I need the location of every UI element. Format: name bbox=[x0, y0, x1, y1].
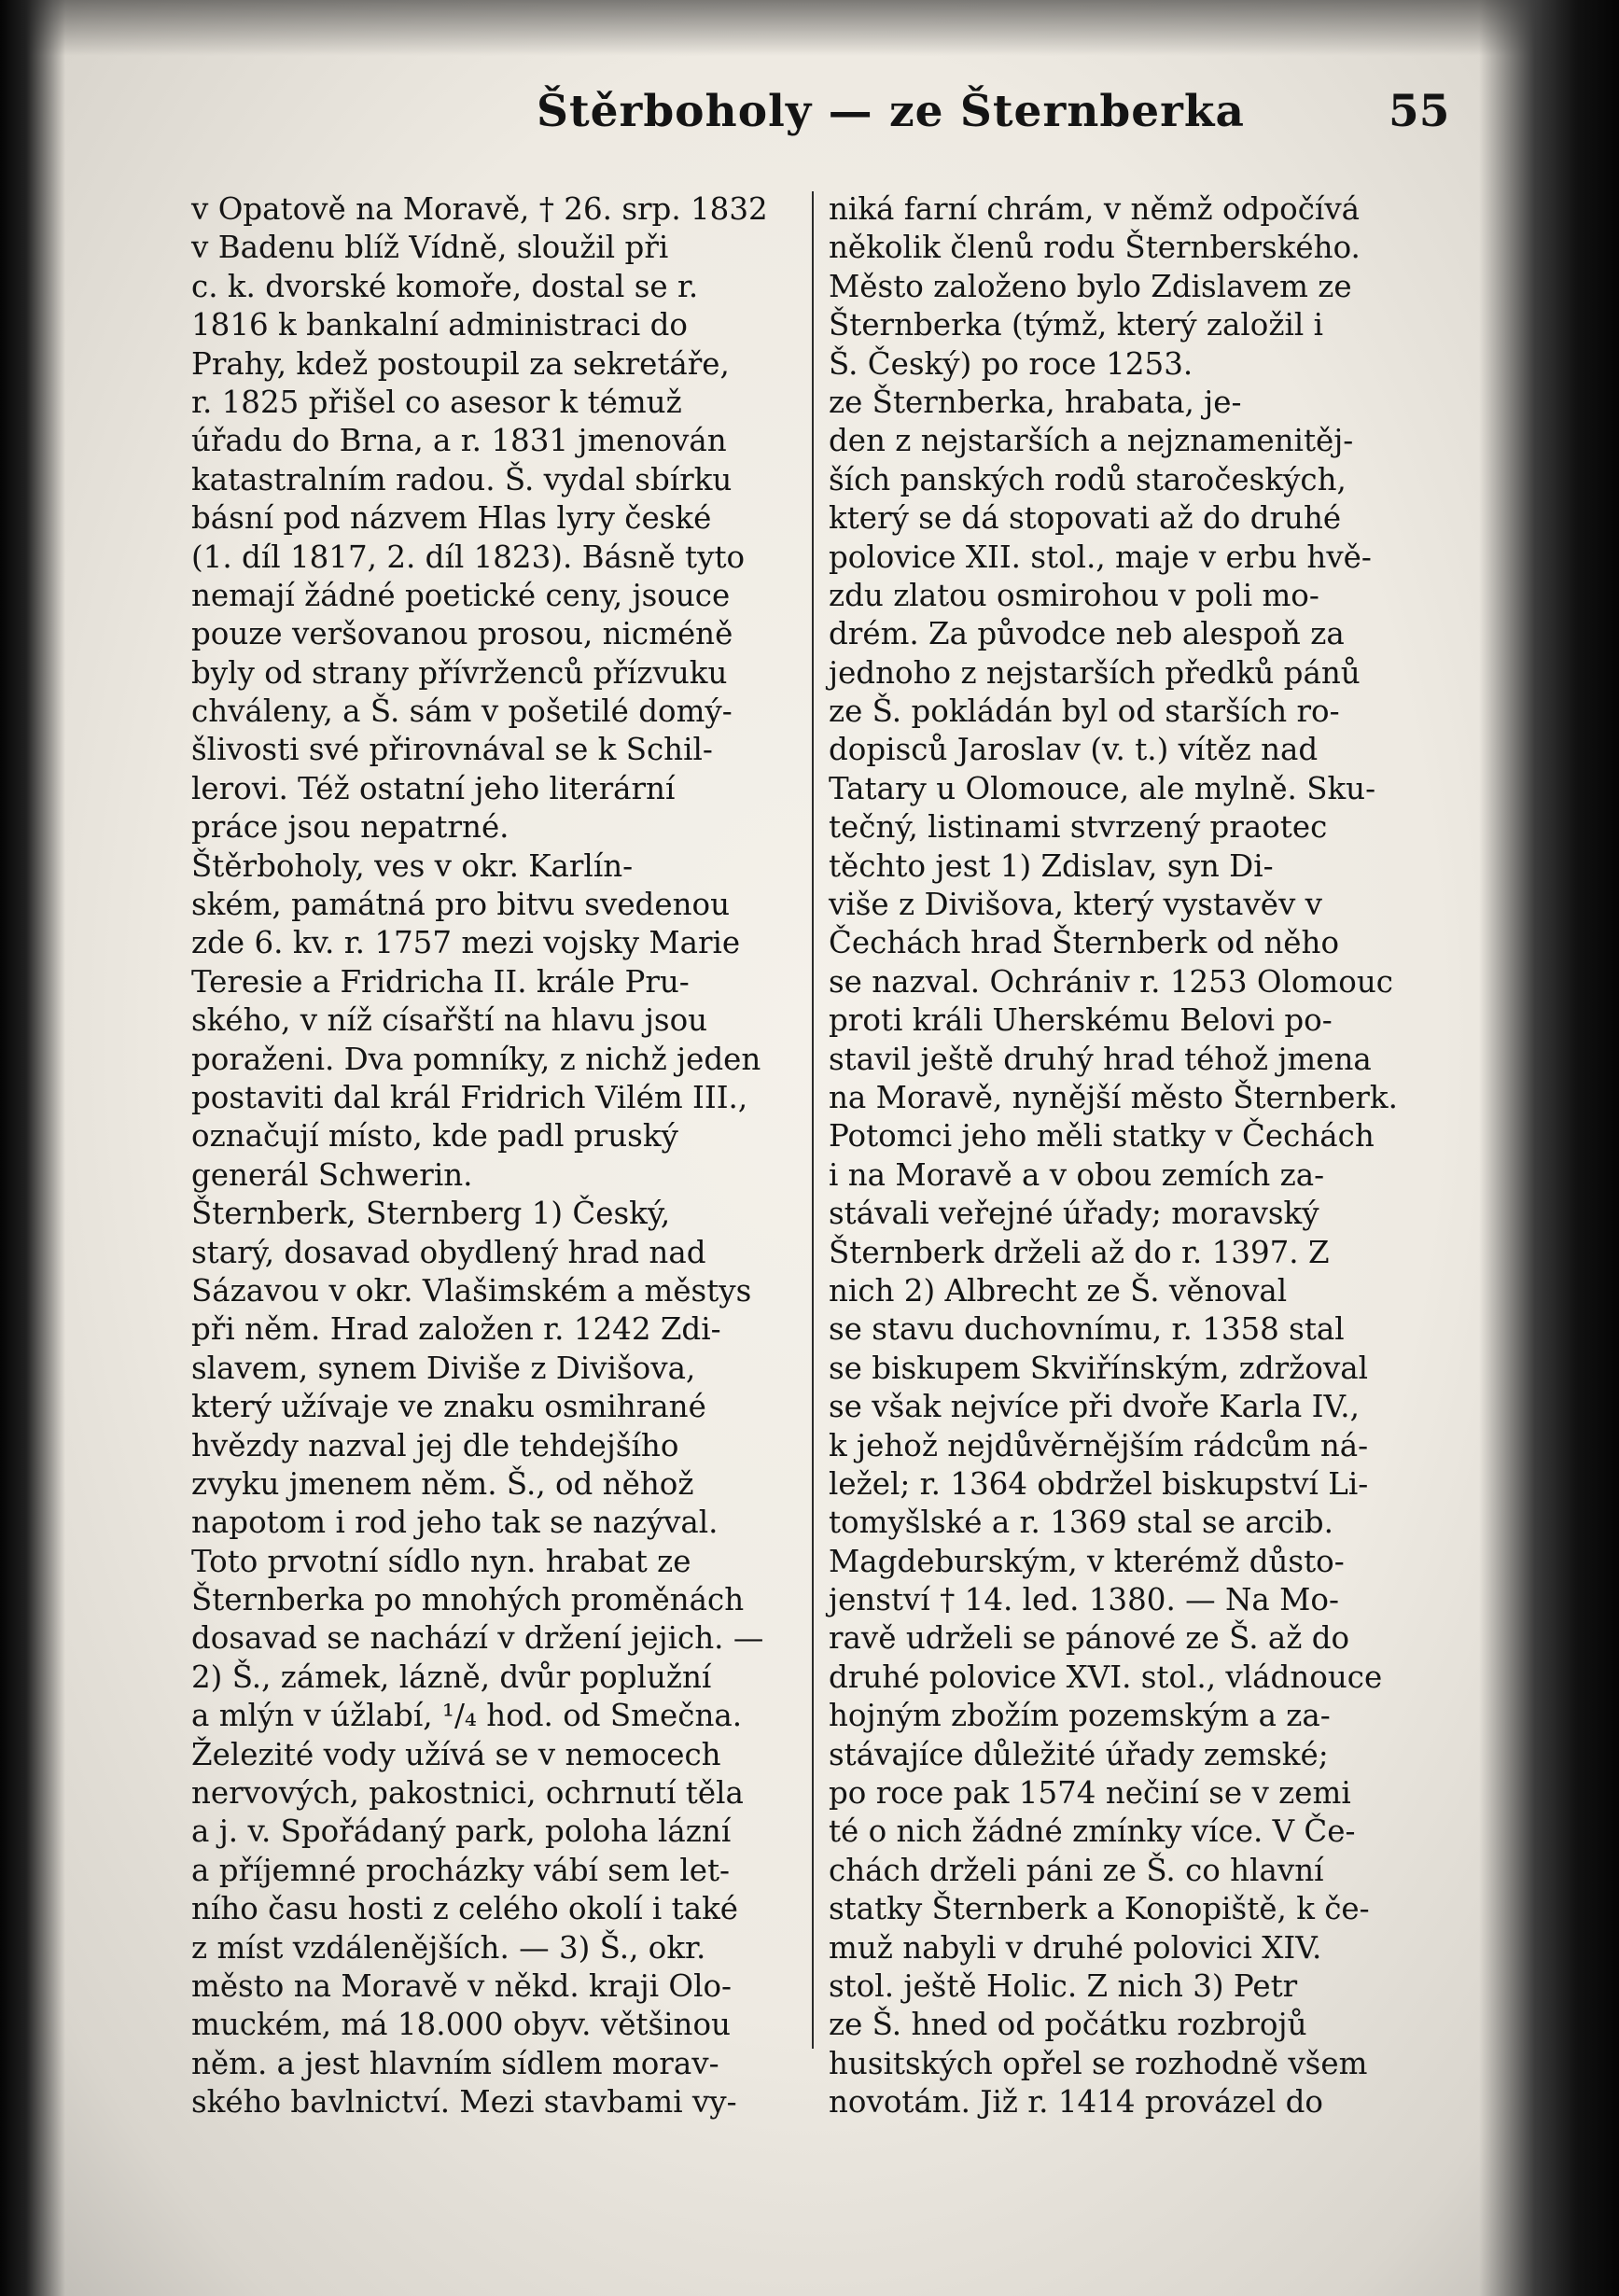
text-line: Magdeburským, v kterémž důsto- bbox=[829, 1543, 1345, 1579]
text-line: zvyku jmenem něm. Š., od něhož bbox=[191, 1465, 694, 1502]
text-line: byly od strany přívrženců přízvuku bbox=[191, 654, 728, 691]
text-line: chváleny, a Š. sám v pošetilé domý- bbox=[191, 693, 733, 730]
text-line: Sázavou v okr. Vlašimském a městys bbox=[191, 1272, 752, 1309]
text-line: Teresie a Fridricha II. krále Pru- bbox=[191, 963, 690, 1000]
text-line: těchto jest 1) Zdislav, syn Di- bbox=[829, 847, 1274, 884]
text-line: stol. ještě Holic. Z nich 3) Petr bbox=[829, 1967, 1298, 2004]
text-line: Tatary u Olomouce, ale mylně. Sku- bbox=[829, 770, 1376, 806]
text-line: nervových, pakostnici, ochrnutí těla bbox=[191, 1775, 744, 1812]
text-line: Šternberka (týmž, který založil i bbox=[829, 307, 1324, 343]
text-line: se však nejvíce při dvoře Karla IV., bbox=[829, 1389, 1360, 1425]
text-line: ského bavlnictví. Mezi stavbami vy- bbox=[191, 2084, 737, 2121]
text-line: stavil ještě druhý hrad téhož jmena bbox=[829, 1041, 1372, 1077]
text-line: ního času hosti z celého okolí i také bbox=[191, 1891, 739, 1927]
scan-shadow-left bbox=[0, 0, 65, 2296]
text-line: Čechách hrad Šternberk od něho bbox=[829, 925, 1340, 961]
text-line: Potomci jeho měli statky v Čechách bbox=[829, 1118, 1375, 1155]
text-line: jednoho z nejstarších předků pánů bbox=[829, 654, 1361, 691]
text-line: hvězdy nazval jej dle tehdejšího bbox=[191, 1427, 679, 1463]
text-line: tečný, listinami stvrzený praotec bbox=[829, 809, 1328, 846]
text-line: při něm. Hrad založen r. 1242 Zdi- bbox=[191, 1311, 721, 1348]
text-line: k jehož nejdůvěrnějším rádcům ná- bbox=[829, 1427, 1369, 1463]
column-divider bbox=[812, 191, 814, 2049]
text-line: zdu zlatou osmirohou v poli mo- bbox=[829, 577, 1319, 613]
text-line: napotom i rod jeho tak se nazýval. bbox=[191, 1505, 719, 1541]
text-line: hojným zbožím pozemským a za- bbox=[829, 1698, 1331, 1734]
text-line: i na Moravě a v obou zemích za- bbox=[829, 1156, 1325, 1193]
text-line: postaviti dal král Fridrich Vilém III., bbox=[191, 1079, 748, 1115]
text-line: (1. díl 1817, 2. díl 1823). Básně tyto bbox=[191, 539, 746, 575]
text-line: c. k. dvorské komoře, dostal se r. bbox=[191, 268, 699, 304]
header-title: Štěrboholy — ze Šternberka bbox=[537, 86, 1245, 137]
text-line: v Opatově na Moravě, † 26. srp. 1832 bbox=[191, 191, 768, 227]
text-line: který se dá stopovati až do druhé bbox=[829, 500, 1342, 537]
text-line: Š. Český) po roce 1253. bbox=[829, 345, 1193, 382]
text-line: više z Divišova, který vystavěv v bbox=[829, 887, 1322, 923]
text-line: stávajíce důležité úřady zemské; bbox=[829, 1736, 1329, 1772]
text-line: té o nich žádné zmínky více. V Če- bbox=[829, 1813, 1356, 1850]
text-line: a příjemné procházky vábí sem let- bbox=[191, 1852, 730, 1888]
text-line: proti králi Uherskému Belovi po- bbox=[829, 1002, 1333, 1039]
text-line: polovice XII. stol., maje v erbu hvě- bbox=[829, 539, 1372, 575]
text-line: novotám. Již r. 1414 provázel do bbox=[829, 2084, 1323, 2121]
scan-shadow-top bbox=[0, 0, 1619, 56]
text-line: který užívaje ve znaku osmihrané bbox=[191, 1389, 706, 1425]
text-line: Železité vody užívá se v nemocech bbox=[191, 1736, 721, 1772]
text-line: ze Šternberka, hrabata, je- bbox=[829, 384, 1242, 420]
text-line: Toto prvotní sídlo nyn. hrabat ze bbox=[191, 1543, 691, 1579]
text-line: jenství † 14. led. 1380. — Na Mo- bbox=[829, 1582, 1339, 1618]
text-line: poraženi. Dva pomníky, z nichž jeden bbox=[191, 1041, 761, 1077]
text-line: práce jsou nepatrné. bbox=[191, 809, 509, 846]
text-line: nemají žádné poetické ceny, jsouce bbox=[191, 577, 731, 613]
right-column bbox=[829, 190, 1435, 2122]
text-line: ském, památná pro bitvu svedenou bbox=[191, 887, 731, 923]
text-line: Město založeno bylo Zdislavem ze bbox=[829, 268, 1352, 304]
text-line: Štěrboholy, ves v okr. Karlín- bbox=[191, 847, 634, 884]
text-line: slavem, synem Diviše z Divišova, bbox=[191, 1350, 696, 1386]
text-line: se biskupem Skviřínským, zdržoval bbox=[829, 1350, 1369, 1386]
text-line: Šternberka po mnohých proměnách bbox=[191, 1582, 745, 1618]
text-line: po roce pak 1574 nečiní se v zemi bbox=[829, 1775, 1351, 1812]
text-line: Šternberk, Sternberg 1) Český, bbox=[191, 1196, 671, 1232]
text-line: chách drželi páni ze Š. co hlavní bbox=[829, 1852, 1324, 1888]
text-line: se stavu duchovnímu, r. 1358 stal bbox=[829, 1311, 1345, 1348]
text-line: stávali veřejné úřady; moravský bbox=[829, 1196, 1319, 1232]
text-line: básní pod názvem Hlas lyry české bbox=[191, 500, 712, 537]
text-line: lerovi. Též ostatní jeho literární bbox=[191, 770, 676, 806]
text-line: šlivosti své přirovnával se k Schil- bbox=[191, 732, 713, 768]
text-line: ravě udrželi se pánové ze Š. až do bbox=[829, 1620, 1350, 1657]
running-header bbox=[0, 86, 1619, 151]
text-line: den z nejstarších a nejznamenitěj- bbox=[829, 423, 1354, 459]
text-line: úřadu do Brna, a r. 1831 jmenován bbox=[191, 423, 727, 459]
text-line: ších panských rodů staročeských, bbox=[829, 461, 1347, 497]
text-line: 2) Š., zámek, lázně, dvůr poplužní bbox=[191, 1659, 712, 1695]
text-line: tomyšlské a r. 1369 stal se arcib. bbox=[829, 1505, 1333, 1541]
text-line: ze Š. hned od počátku rozbrojů bbox=[829, 2007, 1307, 2043]
text-line: zde 6. kv. r. 1757 mezi vojsky Marie bbox=[191, 925, 741, 961]
text-line: dopisců Jaroslav (v. t.) vítěz nad bbox=[829, 732, 1319, 768]
text-line: se nazval. Ochrániv r. 1253 Olomouc bbox=[829, 963, 1393, 1000]
text-line: Prahy, kdež postoupil za sekretáře, bbox=[191, 345, 730, 382]
text-line: generál Schwerin. bbox=[191, 1156, 473, 1193]
text-line: 1816 k bankalní administraci do bbox=[191, 307, 688, 343]
text-line: a mlýn v úžlabí, ¹/₄ hod. od Smečna. bbox=[191, 1698, 743, 1734]
text-line: Šternberk drželi až do r. 1397. Z bbox=[829, 1234, 1330, 1270]
text-line: něm. a jest hlavním sídlem morav- bbox=[191, 2045, 719, 2081]
text-line: ze Š. pokládán byl od starších ro- bbox=[829, 693, 1340, 730]
text-line: dosavad se nachází v držení jejich. — bbox=[191, 1620, 764, 1657]
text-line: starý, dosavad obydlený hrad nad bbox=[191, 1234, 706, 1270]
text-line: r. 1825 přišel co asesor k témuž bbox=[191, 384, 682, 420]
text-line: v Badenu blíž Vídně, sloužil při bbox=[191, 230, 669, 266]
text-line: husitských opřel se rozhodně všem bbox=[829, 2045, 1368, 2081]
text-line: označují místo, kde padl pruský bbox=[191, 1118, 678, 1155]
text-line: niká farní chrám, v němž odpočívá bbox=[829, 191, 1361, 227]
text-line: a j. v. Spořádaný park, poloha lázní bbox=[191, 1813, 732, 1850]
text-line: několik členů rodu Šternberského. bbox=[829, 230, 1361, 266]
text-line: na Moravě, nynější město Šternberk. bbox=[829, 1079, 1398, 1115]
text-line: z míst vzdálenějších. — 3) Š., okr. bbox=[191, 1929, 706, 1966]
text-line: druhé polovice XVI. stol., vládnouce bbox=[829, 1659, 1383, 1695]
text-line: katastralním radou. Š. vydal sbírku bbox=[191, 461, 733, 497]
text-line: ležel; r. 1364 obdržel biskupství Li- bbox=[829, 1465, 1369, 1502]
text-line: pouze veršovanou prosou, nicméně bbox=[191, 616, 733, 652]
text-line: muckém, má 18.000 obyv. většinou bbox=[191, 2007, 731, 2043]
left-column bbox=[191, 190, 807, 2122]
page-number: 55 bbox=[1389, 86, 1450, 137]
text-line: nich 2) Albrecht ze Š. věnoval bbox=[829, 1272, 1288, 1309]
scan-shadow-right bbox=[1479, 0, 1619, 2296]
text-line: město na Moravě v někd. kraji Olo- bbox=[191, 1967, 733, 2004]
text-line: drém. Za původce neb alespoň za bbox=[829, 616, 1345, 652]
text-line: ského, v níž císařští na hlavu jsou bbox=[191, 1002, 708, 1039]
text-line: statky Šternberk a Konopiště, k če- bbox=[829, 1891, 1370, 1927]
text-line: muž nabyli v druhé polovici XIV. bbox=[829, 1929, 1322, 1966]
